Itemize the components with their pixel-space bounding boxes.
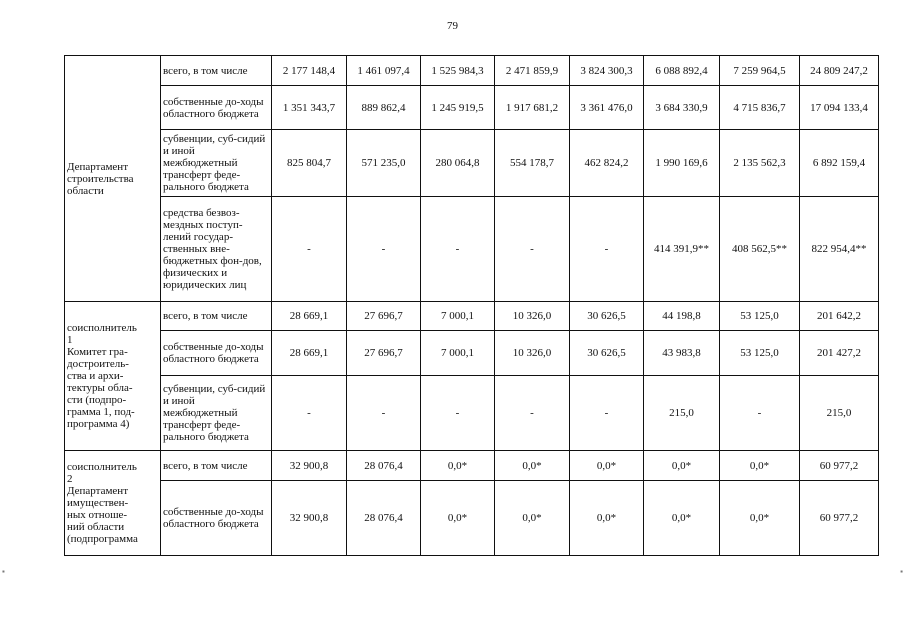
table-row: [65, 86, 879, 130]
funding-source-cell: собственные до-ходы областного бюджета: [161, 481, 272, 556]
scan-mark-left: ▪: [2, 567, 5, 576]
executor-line: ных отноше-: [67, 509, 128, 521]
amount-cell: 0,0*: [644, 481, 720, 556]
funding-source-cell: средства безвоз-мездных поступ-лений государ-ственных вне-бюджетных фон-дов, физических и юридических лиц: [161, 197, 272, 302]
amount-cell: 43 983,8: [644, 331, 720, 376]
amount-cell: 0,0*: [720, 481, 800, 556]
executor-line: ства и архи-: [67, 370, 124, 382]
scan-mark-right: ▪: [900, 567, 903, 576]
executor-line: ний области: [67, 521, 125, 533]
amount-cell: 0,0*: [644, 451, 720, 481]
executor-line: Комитет гра-: [67, 346, 128, 358]
amount-cell: 822 954,4**: [800, 197, 879, 302]
amount-cell: 215,0: [800, 376, 879, 451]
executor-line: достроитель-: [67, 358, 129, 370]
executor-line: имуществен-: [67, 497, 129, 509]
executor-line: Департамент: [67, 485, 129, 497]
amount-cell: 53 125,0: [720, 302, 800, 331]
amount-cell: 408 562,5**: [720, 197, 800, 302]
amount-cell: 27 696,7: [347, 331, 421, 376]
amount-cell: 201 427,2: [800, 331, 879, 376]
executor-line: грамма 1, под-: [67, 406, 135, 418]
table-row: [65, 331, 879, 376]
amount-cell: -: [495, 376, 570, 451]
amount-cell: 571 235,0: [347, 130, 421, 197]
table-row: [65, 130, 879, 197]
amount-cell: 0,0*: [421, 481, 495, 556]
budget-table: [64, 55, 879, 556]
table-row: [65, 481, 879, 556]
amount-cell: -: [570, 376, 644, 451]
amount-cell: 462 824,2: [570, 130, 644, 197]
funding-source-cell: собственные до-ходы областного бюджета: [161, 331, 272, 376]
amount-cell: 60 977,2: [800, 481, 879, 556]
funding-source-cell: всего, в том числе: [161, 451, 272, 481]
amount-cell: 2 471 859,9: [495, 56, 570, 86]
executor-line: 1: [67, 334, 73, 346]
amount-cell: -: [272, 376, 347, 451]
amount-cell: 27 696,7: [347, 302, 421, 331]
amount-cell: 201 642,2: [800, 302, 879, 331]
amount-cell: 1 245 919,5: [421, 86, 495, 130]
amount-cell: 30 626,5: [570, 331, 644, 376]
amount-cell: 2 135 562,3: [720, 130, 800, 197]
executor-line: (подпрограмма: [67, 533, 138, 545]
executor-line: тектуры обла-: [67, 382, 133, 394]
amount-cell: 10 326,0: [495, 331, 570, 376]
amount-cell: 0,0*: [421, 451, 495, 481]
executor-line: программа 4): [67, 418, 130, 430]
executor-line: сти (подпро-: [67, 394, 127, 406]
amount-cell: 28 076,4: [347, 451, 421, 481]
budget-table-body: [65, 56, 879, 556]
amount-cell: 1 990 169,6: [644, 130, 720, 197]
amount-cell: 0,0*: [720, 451, 800, 481]
amount-cell: 53 125,0: [720, 331, 800, 376]
amount-cell: 889 862,4: [347, 86, 421, 130]
table-row: [65, 451, 879, 481]
amount-cell: 30 626,5: [570, 302, 644, 331]
amount-cell: 3 684 330,9: [644, 86, 720, 130]
amount-cell: 10 326,0: [495, 302, 570, 331]
amount-cell: -: [720, 376, 800, 451]
amount-cell: 0,0*: [570, 451, 644, 481]
amount-cell: 44 198,8: [644, 302, 720, 331]
amount-cell: 554 178,7: [495, 130, 570, 197]
amount-cell: 7 000,1: [421, 331, 495, 376]
amount-cell: 7 259 964,5: [720, 56, 800, 86]
amount-cell: 28 669,1: [272, 302, 347, 331]
amount-cell: 6 892 159,4: [800, 130, 879, 197]
executor-line: соисполнитель: [67, 322, 137, 334]
amount-cell: 28 669,1: [272, 331, 347, 376]
amount-cell: 1 917 681,2: [495, 86, 570, 130]
page-number: 79: [447, 20, 458, 32]
amount-cell: 17 094 133,4: [800, 86, 879, 130]
amount-cell: 3 361 476,0: [570, 86, 644, 130]
table-row: [65, 56, 879, 86]
amount-cell: 32 900,8: [272, 451, 347, 481]
amount-cell: 32 900,8: [272, 481, 347, 556]
amount-cell: -: [272, 197, 347, 302]
table-row: [65, 197, 879, 302]
executor-line: Департамент: [67, 160, 129, 173]
executor-cell: [65, 302, 161, 451]
amount-cell: 280 064,8: [421, 130, 495, 197]
executor-line: строительства: [67, 172, 134, 185]
amount-cell: 28 076,4: [347, 481, 421, 556]
amount-cell: 6 088 892,4: [644, 56, 720, 86]
amount-cell: -: [421, 197, 495, 302]
executor-cell: [65, 451, 161, 556]
funding-source-cell: собственные до-ходы областного бюджета: [161, 86, 272, 130]
amount-cell: -: [421, 376, 495, 451]
funding-source-cell: всего, в том числе: [161, 56, 272, 86]
amount-cell: -: [347, 376, 421, 451]
table-row: [65, 376, 879, 451]
amount-cell: 4 715 836,7: [720, 86, 800, 130]
amount-cell: 1 525 984,3: [421, 56, 495, 86]
amount-cell: 3 824 300,3: [570, 56, 644, 86]
table-row: [65, 302, 879, 331]
amount-cell: 1 461 097,4: [347, 56, 421, 86]
amount-cell: 24 809 247,2: [800, 56, 879, 86]
amount-cell: 0,0*: [495, 451, 570, 481]
executor-cell: [65, 56, 161, 302]
executor-line: соисполнитель: [67, 461, 137, 473]
amount-cell: -: [570, 197, 644, 302]
amount-cell: 0,0*: [570, 481, 644, 556]
funding-source-cell: субвенции, суб-сидий и иной межбюджетный трансферт феде-рального бюджета: [161, 130, 272, 197]
amount-cell: 215,0: [644, 376, 720, 451]
amount-cell: 414 391,9**: [644, 197, 720, 302]
funding-source-cell: субвенции, суб-сидий и иной межбюджетный трансферт феде-рального бюджета: [161, 376, 272, 451]
amount-cell: -: [495, 197, 570, 302]
amount-cell: 825 804,7: [272, 130, 347, 197]
executor-line: области: [67, 184, 104, 197]
amount-cell: 2 177 148,4: [272, 56, 347, 86]
amount-cell: 60 977,2: [800, 451, 879, 481]
funding-source-cell: всего, в том числе: [161, 302, 272, 331]
executor-line: 2: [67, 473, 73, 485]
amount-cell: 7 000,1: [421, 302, 495, 331]
amount-cell: 0,0*: [495, 481, 570, 556]
amount-cell: -: [347, 197, 421, 302]
amount-cell: 1 351 343,7: [272, 86, 347, 130]
